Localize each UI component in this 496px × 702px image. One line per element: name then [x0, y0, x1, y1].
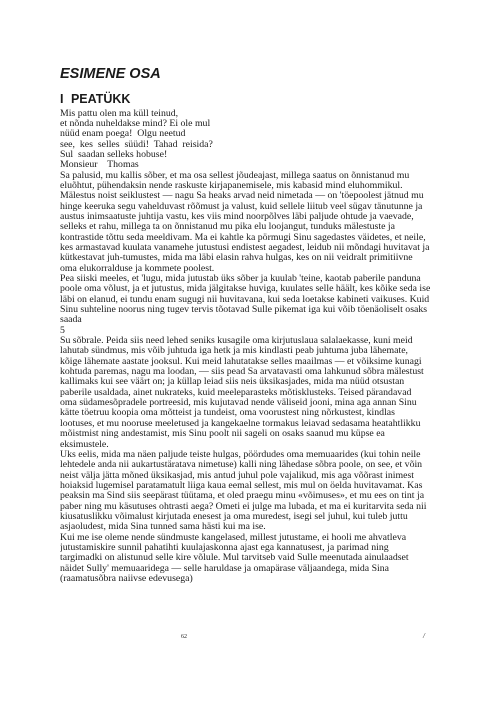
text-line: nüüd enam poega! Olgu neetud	[60, 129, 186, 140]
text-line: kes armastavad kuulata vanamehe jutustusi endistest aegadest, leidub nii mõndagi huvitavat ja	[60, 242, 430, 253]
text-line: austus inimsaatuste juhtija vastu, kes viis mind noorpõlves läbi paljude ohtude ja vaevade,	[60, 211, 414, 222]
text-line: eksimustele.	[60, 439, 109, 450]
chapter-title: I PEATÜKK	[60, 92, 131, 106]
text-line: Kui me ise oleme nende sündmuste kangelased, millest jutustame, ei hooli me ahvatleva	[60, 532, 407, 543]
text-line: poole oma võlust, ja et jutustus, mida jälgitakse huviga, kuulates selle häält, kes kõike seda ise	[60, 284, 431, 295]
text-line: Monsieur Thomas	[60, 160, 139, 171]
text-line: oma südamesõpradele portreesid, mis kujutavad nende väliseid jooni, mina aga annan Sinu	[60, 398, 417, 409]
text-line: kõige lähemate aastate jooksul. Kui meid lahutatakse selles maailmas — et võiksime kunagi	[60, 356, 422, 367]
text-line: Üks eelis, mida ma näen paljude teiste hulgas, pöördudes oma memuaarides (kui tohin neile	[60, 449, 421, 460]
text-line: Sinu suhteline noorus ning tugev tervis tõotavad Sulle pikemat iga kui võib töenäoliselt osaks	[60, 305, 428, 316]
text-line: eluõhtut, pühendaksin nende raskuste kirjapanemisele, mis kabasid mind eluhommikul.	[60, 180, 403, 191]
text-line: paberile usaldada, ainet nukrateks, kuid meeleparasteks mõtisklusteks. Teised pärandavad	[60, 387, 412, 398]
text-line: jutustamiskire sunnil pahatihti kuulajaskonna ajast ega kannatusest, ja parimad ning	[60, 542, 389, 553]
text-line: see, kes selles süüdi! Tahad reisida?	[60, 139, 213, 150]
text-line: näidet Sully' memuaaridega — selle haruldase ja omapärase väljaandega, mida Sina	[60, 563, 390, 574]
text-line: lehtedele anda nii aukartustäratava nimetuse) kalli ning lähedase sõbra poole, on see, et võin	[60, 460, 423, 471]
text-line: Pea siiski meeles, et 'lugu, mida jutustab üks sõber ja kuulab 'teine, kaotab paberile panduna	[60, 274, 421, 284]
body-text	[60, 109, 438, 585]
text-line: 5	[60, 325, 65, 336]
text-line: et nõnda nuheldakse mind? Ei ole mul	[60, 118, 211, 129]
page-number: 62	[181, 634, 187, 640]
text-line: Mälestus noist seiklustest — nagu Sa heaks arvad neid nimetada — on 'töepoolest jätnud mu	[60, 191, 424, 202]
text-line: Sa palusid, mu kallis sõber, et ma osa sellest jõudeajast, millega saatus on õnnistanud mu	[60, 170, 410, 181]
text-line: hinge keeruka segu vahelduvast rõõmust ja valust, kuid sellele liitub veel sügav tänutunne ja	[60, 201, 423, 212]
part-title: ESIMENE OSA	[60, 66, 161, 82]
text-line: kiusatuslikku võimalust kirjutada enesest ja oma muredest, isegi sel juhul, kui tuleb juttu	[60, 511, 408, 522]
text-line: läbi on elanud, ei tundu enam sugugi nii huvitavana, kui seda loetakse kabineti vaikuses. Kuid	[60, 294, 430, 305]
text-line: hoiaksid lugemisel paratamatult liiga kaua eemal sellest, mis mul on öelda huvitavamat. Kas	[60, 480, 423, 491]
text-line: kohtuda paremas, nagu ma loodan, — siis pead Sa arvatavasti oma lahkunud sõbra mälestust	[60, 367, 424, 378]
text-line: saada	[60, 315, 82, 326]
text-line: selleks et rahu, millega ta on õnnistanud mu pika elu loojangut, tunduks mälestuste ja	[60, 222, 395, 233]
text-line: neist välja jätta mõned üksikasjad, mis antud juhul pole vajalikud, mis aga võõrast inimest	[60, 470, 414, 481]
text-line: Mis pattu olen ma küll teinud,	[60, 108, 179, 119]
text-line: asjaoludest, mida Sina tunned sama hästi kui ma ise.	[60, 522, 266, 533]
corner-mark: /	[423, 632, 425, 640]
text-line: paber ning mu käsutuses ohtrasti aega? Ometi ei julge ma lubada, et ma ei kuritarvita seda nii	[60, 501, 427, 512]
text-line: lahutab sündmus, mis võib juhtuda iga hetk ja mis kindlasti peab juhtuma juba lähemate,	[60, 346, 408, 357]
text-line: kätte töetruu koopia oma mõtteist ja tundeist, oma voorustest ning nõrkustest, kindlas	[60, 408, 395, 419]
text-line: kütkestavat juh-tumustes, mida ma läbi elasin rahva hulgas, kes on nii veidralt primitiivne	[60, 253, 413, 264]
text-line: mõistmist ning andestamist, mis Sinu poolt nii sageli on osaks saanud mu küpse ea	[60, 429, 385, 440]
text-line: peaksin ma Sind siis seepärast tüütama, et oled praegu minu «võimuses», et mu ees on tint ja	[60, 491, 425, 502]
text-line: lootuses, et mu nooruse meeletused ja kangekaelne tormakus leiavad sedasama heatahtlikku	[60, 418, 421, 429]
text-line: targimadki on alistunud selle kire võlule. Mul tarvitseb vaid Sulle meenutada ainulaadset	[60, 553, 409, 564]
text-line: (raamatusõbra naiivse edevusega)	[60, 573, 193, 584]
text-line: Sul saadan selleks hobuse!	[60, 149, 168, 160]
text-line: oma elukorralduse ja kommete poolest.	[60, 263, 215, 274]
text-line: kallimaks kui see väärt on; ja küllap leiad siis neis üksikasjades, mida ma nüüd otsustan	[60, 377, 405, 388]
text-line: Su sõbrale. Peida siis need lehed seniks kusagile oma kirjutuslaua salalaekasse, kuni meid	[60, 336, 413, 347]
text-line: kontrastide tõttu seda meeldivam. Ma ei kahtle ka pörmugi Sinu sagedastes väidetes, et neile,	[60, 232, 426, 243]
